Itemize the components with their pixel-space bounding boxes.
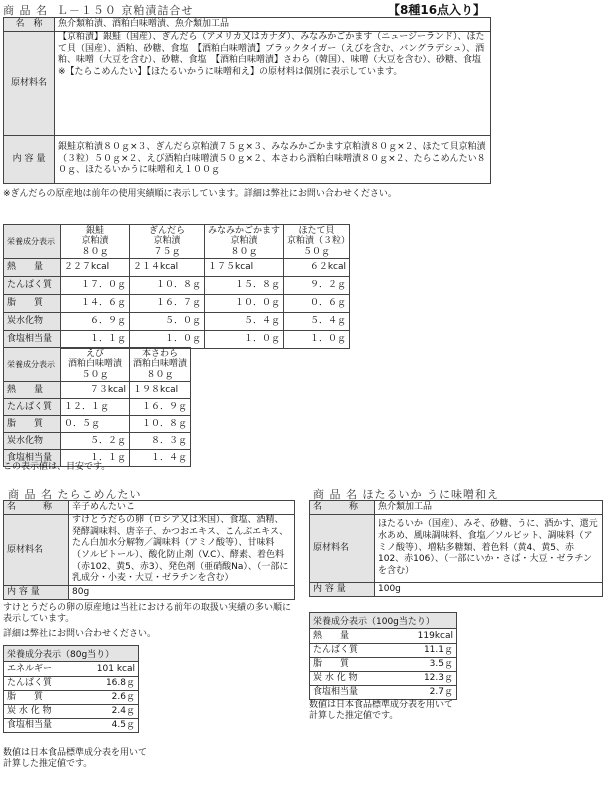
hotaru-ingredients-value: ほたるいか（国産）、みそ、砂糖、うに、酒かす、還元水あめ、風味調味料、食塩／ソルビット、調味料（アミノ酸等）、増粘多糖類、着色料（黄4、黄5、赤102、赤106）、（一部にいか・さば・大豆・ゼラチンを含む） xyxy=(375,515,603,583)
table-row: 食塩相当量 １．１ｇ １．０ｇ １．０ｇ １．０ｇ xyxy=(4,331,350,349)
table-row: 食塩相当量 １．１ｇ １．４ｇ xyxy=(4,450,191,467)
tarako-nutrition-box xyxy=(3,645,139,733)
column-header: ほたて貝 京粕漬（３粒） ５０ｇ xyxy=(284,225,350,259)
hotaru-nutrition-box xyxy=(309,612,457,700)
tarako-nutrition-note: 数値は日本食品標準成分表を用いて計算した推定値です。 xyxy=(3,748,148,770)
nutrition-table-1 xyxy=(3,224,350,349)
table-row: 炭水化物 ６．９ｇ ５．０ｇ ５．４ｇ ５．４ｇ xyxy=(4,313,350,331)
table-row: 脂 質 2.6ｇ xyxy=(4,690,138,704)
origin-footnote: ※ぎんだらの原産地は前年の使用実績順に表示しています。詳細は弊社にお問い合わせください。 xyxy=(3,189,397,199)
table-row: 食塩相当量 4.5ｇ xyxy=(7,720,135,731)
set-count-badge: 【8種16点入り】 xyxy=(388,3,486,17)
column-header: えび 酒粕白味噌漬 ５０ｇ xyxy=(61,348,130,382)
ingredients-label: 原材料名 xyxy=(4,32,55,136)
table-row: 脂 質 ０．５ｇ １０．８ｇ xyxy=(4,416,191,433)
tarako-title: 商 品 名 たらこめんたい xyxy=(8,488,142,501)
table-row: たんぱく質 16.8ｇ xyxy=(4,676,138,690)
tarako-ingredients-label: 原材料名 xyxy=(4,515,69,586)
column-header: みなみかごかます 京粕漬 ８０ｇ xyxy=(205,225,284,259)
name-value: 魚介類粕漬、酒粕白味噌漬、魚介類加工品 xyxy=(55,18,491,32)
tarako-contact-note: 詳細は弊社にお問い合わせください。 xyxy=(3,629,157,639)
tarako-name-label: 名 称 xyxy=(4,501,69,515)
tarako-ingredients-value: すけとうだらの卵（ロシア又は米国）、食塩、酒精、発酵調味料、唐辛子、かつおエキス、こんぶエキス、たん白加水分解物／調味料（アミノ酸等）、甘味料（ソルビトール）、酸化防止剤（V.C）、酵素、着色料（赤102、黄5、赤3）、発色剤（亜硝酸Na）、（一部に乳成分・小麦・大豆・ゼラチンを含む） xyxy=(69,515,295,586)
table-row: 熱 量 119kcal xyxy=(310,629,456,643)
product-info-table xyxy=(3,17,491,184)
table-row: たんぱく質 １２．１ｇ １６．９ｇ xyxy=(4,399,191,416)
tarako-contents-label: 内 容 量 xyxy=(4,586,69,600)
column-header: 本さわら 酒粕白味噌漬 ８０ｇ xyxy=(130,348,191,382)
hotaru-contents-value: 100g xyxy=(375,583,603,597)
hotaru-ingredients-label: 原材料名 xyxy=(310,515,375,583)
table-row: 炭水化物 ５．２ｇ ８．３ｇ xyxy=(4,433,191,450)
nutrition-header: 栄養成分表示 xyxy=(4,225,61,259)
column-header: ぎんだら 京粕漬 ７５ｇ xyxy=(130,225,205,259)
tarako-nutrition-header: 栄養成分表示（80g当り） xyxy=(4,646,138,662)
column-header: 銀鮭 京粕漬 ８０ｇ xyxy=(61,225,130,259)
table-row: たんぱく質 11.1ｇ xyxy=(310,643,456,657)
tarako-name-value: 辛子めんたいこ xyxy=(69,501,295,515)
ingredients-value: 【京粕漬】銀鮭（国産）、ぎんだら（アメリカ又はカナダ）、みなみかごかます（ニュージーランド）、ほたて貝（国産）、酒粕、砂糖、食塩 【酒粕白味噌漬】ブラックタイガー（えびを含む、バングラデシュ）、酒粕、味噌（大豆を含む）、砂糖、食塩 【酒粕白味噌漬】さわら（韓国）、味噌（大豆を含む）、砂糖、食塩 ※【たらこめんたい】【ほたるいかうに味噌和え】の原材料は個別に表示しています。 xyxy=(55,32,491,136)
hotaru-nutrition-header: 栄養成分表示（100g当たり） xyxy=(310,613,456,629)
product-label: 商 品 名 xyxy=(3,4,48,17)
product-title-row xyxy=(3,2,383,16)
hotaru-contents-label: 内 容 量 xyxy=(310,583,375,597)
hotaru-name-value: 魚介類加工品 xyxy=(375,501,603,515)
product-name: Ｌ－１５０ 京粕漬詰合せ xyxy=(56,4,194,17)
table-row: たんぱく質 １７．０ｇ １０．８ｇ １５．８ｇ ９．２ｇ xyxy=(4,277,350,295)
tarako-contents-value: 80g xyxy=(69,586,295,600)
table-row: 食塩相当量 2.7ｇ xyxy=(313,687,453,698)
table-row: 脂 質 １４．６ｇ １６．７ｇ １０．０ｇ ０．６ｇ xyxy=(4,295,350,313)
contents-label: 内 容 量 xyxy=(4,136,55,184)
table-row: エネルギー 101 kcal xyxy=(4,662,138,676)
tarako-table xyxy=(3,500,295,600)
estimate-note: この表示値は、目安です。 xyxy=(3,462,111,472)
hotaru-name-label: 名 称 xyxy=(310,501,375,515)
hotaru-nutrition-note: 数値は日本食品標準成分表を用いて計算した推定値です。 xyxy=(309,700,454,722)
nutrition-table-2 xyxy=(3,347,191,467)
contents-value: 銀鮭京粕漬８０ｇ×３、ぎんだら京粕漬７５ｇ×３、みなみかごかます京粕漬８０ｇ×２、ほたて貝京粕漬（３粒）５０ｇ×２、えび酒粕白味噌漬５０ｇ×２、本さわら酒粕白味噌漬８０ｇ×２、たらこめんたい８０ｇ、ほたるいかうに味噌和え１００ｇ xyxy=(55,136,491,184)
nutrition-header: 栄養成分表示 xyxy=(4,348,61,382)
table-row: 熱 量 ２２７kcal ２１４kcal １７５kcal ６２kcal xyxy=(4,259,350,277)
table-row: 炭 水 化 物 2.4ｇ xyxy=(4,704,138,718)
hotaru-table xyxy=(309,500,603,597)
name-label: 名 称 xyxy=(4,18,55,32)
hotaru-title: 商 品 名 ほたるいか うに味噌和え xyxy=(313,488,499,501)
table-row: 脂 質 3.5ｇ xyxy=(310,657,456,671)
table-row: 熱 量 ７３kcal １９８kcal xyxy=(4,382,191,399)
table-row: 炭 水 化 物 12.3ｇ xyxy=(310,671,456,685)
tarako-origin-note: すけとうだらの卵の原産地は当社における前年の取扱い実績の多い順に表示しています。 xyxy=(3,603,292,625)
